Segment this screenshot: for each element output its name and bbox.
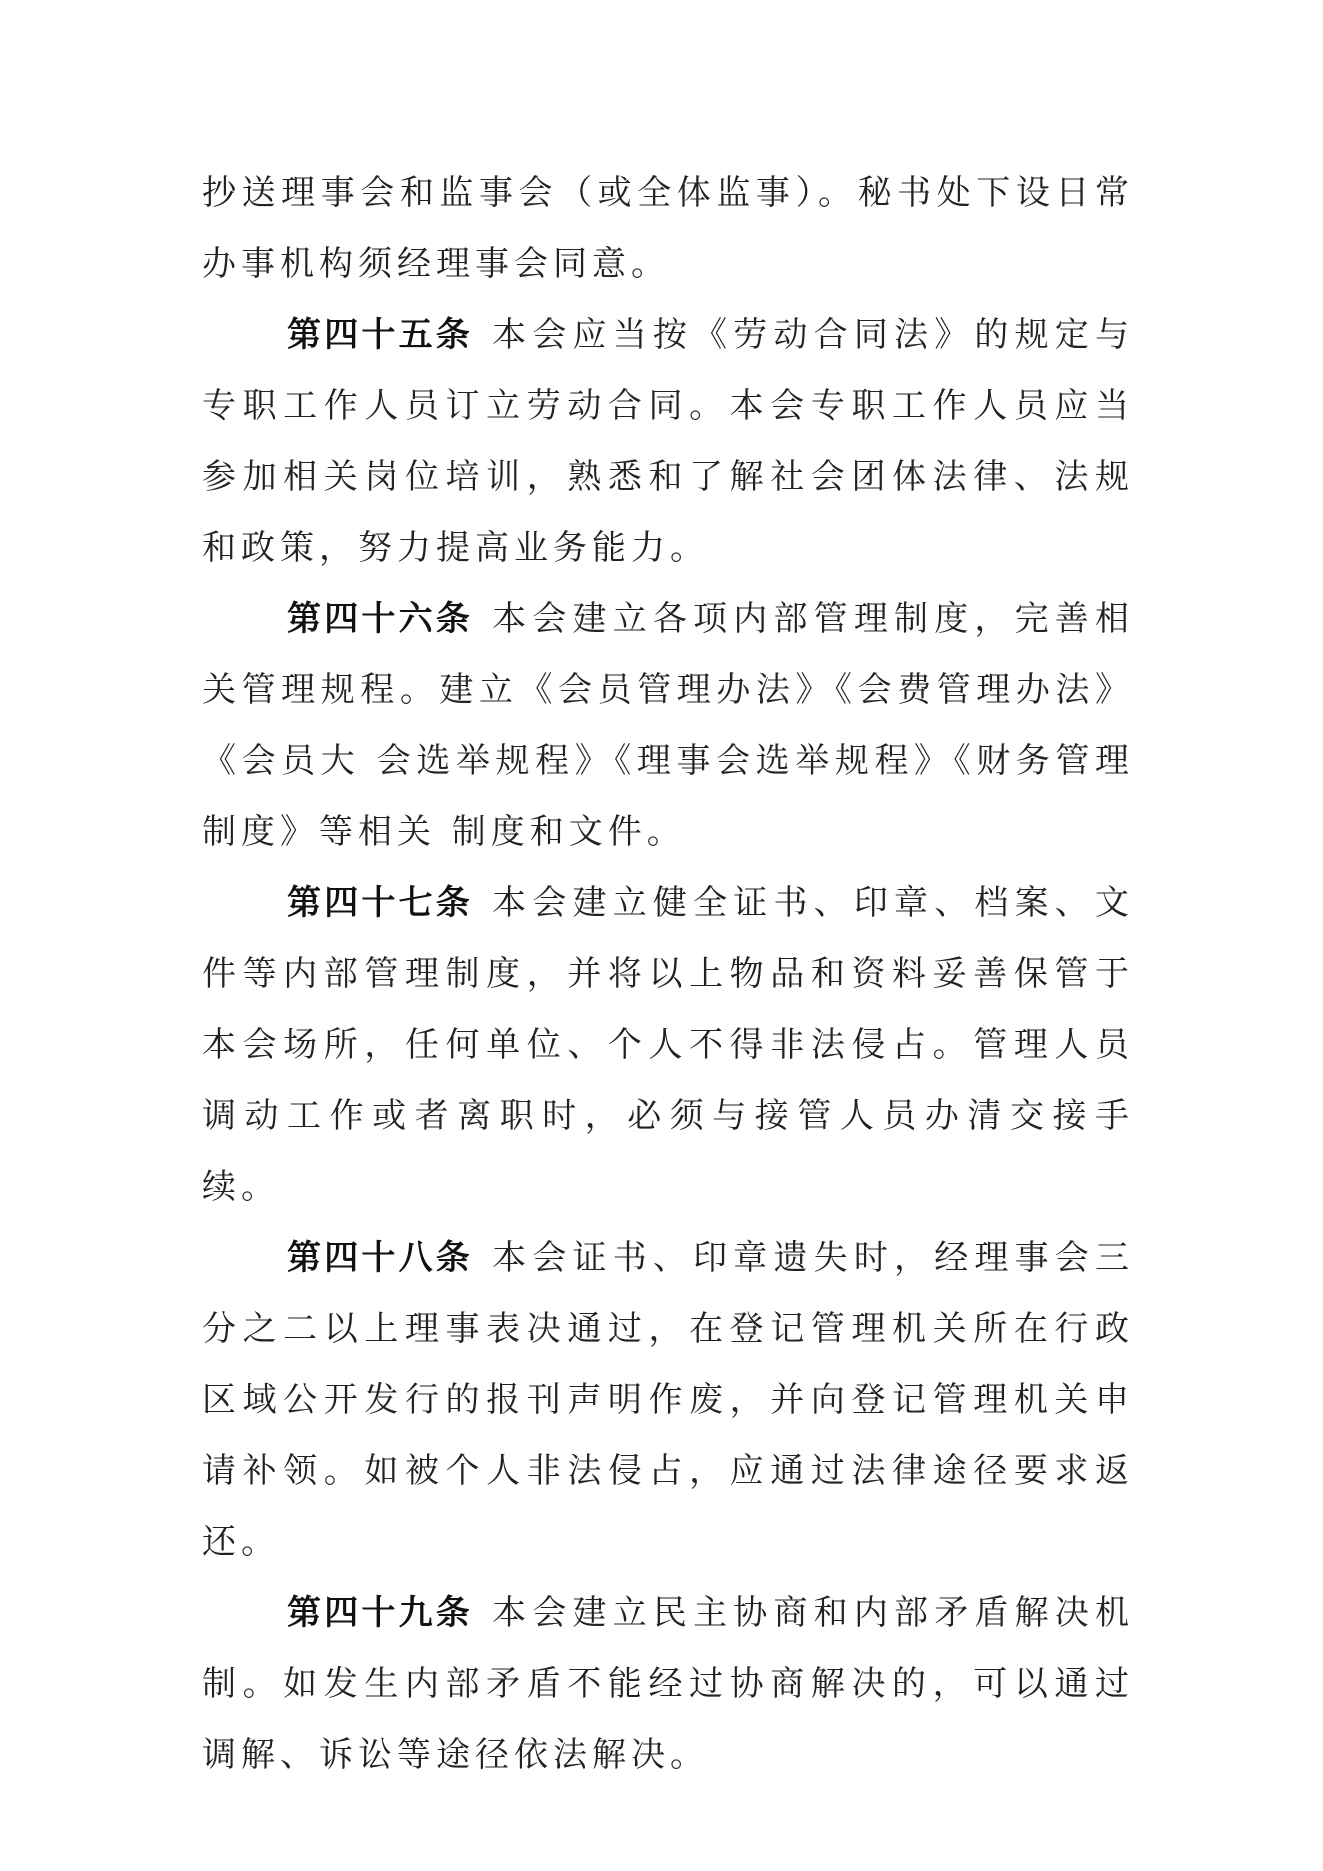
article-45	[202, 300, 1134, 584]
article-body: 本会建立各项内部管理制度，完善相关管理规程。建立《会员管理办法》《会费管理办法》《会员大 会选举规程》《理事会选举规程》《财务管理制度》等相关 制度和文件。	[202, 599, 1134, 852]
article-46	[202, 584, 1134, 868]
article-body: 本会建立民主协商和内部矛盾解决机制。如发生内部矛盾不能经过协商解决的，可以通过调解、诉讼等途径依法解决。	[202, 1593, 1134, 1775]
article-body: 本会应当按《劳动合同法》的规定与专职工作人员订立劳动合同。本会专职工作人员应当参加相关岗位培训，熟悉和了解社会团体法律、法规和政策，努力提高业务能力。	[202, 315, 1134, 568]
article-title: 第四十九条	[287, 1593, 473, 1633]
article-title: 第四十七条	[287, 883, 473, 923]
article-body: 本会证书、印章遗失时，经理事会三分之二以上理事表决通过，在登记管理机关所在行政区域公开发行的报刊声明作废，并向登记管理机关申请补领。如被个人非法侵占，应通过法律途径要求返还。	[202, 1238, 1134, 1562]
article-title: 第四十六条	[287, 599, 473, 639]
continuation-paragraph: 抄送理事会和监事会（或全体监事）。秘书处下设日常办事机构须经理事会同意。	[202, 173, 1134, 284]
article-body: 本会建立健全证书、印章、档案、文件等内部管理制度，并将以上物品和资料妥善保管于本会场所，任何单位、个人不得非法侵占。管理人员调动工作或者离职时，必须与接管人员办清交接手续。	[202, 883, 1134, 1207]
article-title: 第四十五条	[287, 315, 473, 355]
article-49	[202, 1578, 1134, 1791]
article-title: 第四十八条	[287, 1238, 473, 1278]
article-47	[202, 868, 1134, 1223]
document-body	[202, 158, 1134, 1791]
article-48	[202, 1223, 1134, 1578]
